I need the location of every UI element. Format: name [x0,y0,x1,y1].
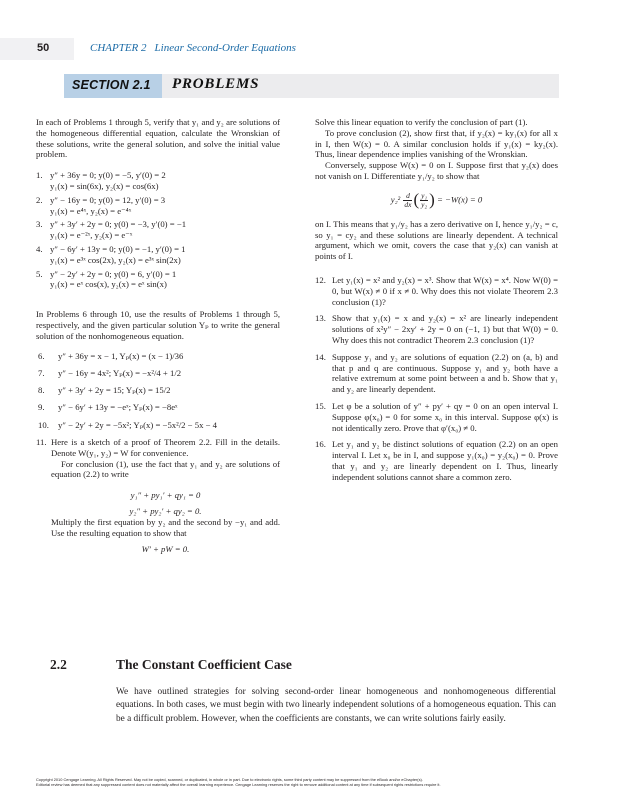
intro-problems-1-5: In each of Problems 1 through 5, verify that y₁ and y₂ are solutions of the homogeneous differential equation, calculate the Wronskian of these solutions, write the general solution, and solve the initial value problem. [36,117,280,160]
derivative-operator: $\frac{d}{dx}$ [404,190,412,209]
problem-9: 9. y″ − 6y′ + 13y = −eˣ; Yₚ(x) = −8eˣ [38,402,178,413]
problem-equation: y″ − 6y′ + 13y = 0; y(0) = −1, y′(0) = 1 [50,243,186,254]
problem-list-1-5 [36,170,280,290]
problem-11: 11. Here is a sketch of a proof of Theorem 2.2. Fill in the details. Denote W(y₁, y₂) = W for convenience. For conclusion (1), use the fact that y₁ and y₂ are solutions of equation (2.2) to write y₁″ + py₁′ + qy₁ = 0 y₂″ + py₂′ + qy₂ = 0. Multiply the first equation by y₂ and the second by −y₁ and add. Use the resulting equation to show that W′ + pW = 0. [36,437,280,555]
problem-11-equation-1: y₁″ + py₁′ + qy₁ = 0 [130,490,201,501]
problem-10: 10. y″ − 2y′ + 2y = −5x²; Yₚ(x) = −5x²/2 − 5x − 4 [38,419,218,430]
section-number: 2.2 [50,657,67,672]
section-badge [64,74,162,98]
problem-equation: y″ − 16y = 0; y(0) = 12, y′(0) = 3 [50,194,166,205]
wronskian-equation: y₂² $\frac{d}{dx}$ ( $\frac{\text{y₁}}{\text{y₂}}$ ) = −W(x) = 0 [390,189,483,209]
problem-11-text-3: Multiply the first equation by y₂ and the second by −y₁ and add. Use the resulting equation to show that [51,516,280,538]
footer-line-2: Editorial review has deemed that any suppressed content does not materially affect the overall learning experience. Cengage Learning reserves the right to remove additional content at any time if subsequent rights restrictions require it. [36,782,441,788]
ratio: $\frac{\text{y₁}}{\text{y₂}}$ [421,190,428,209]
eq-right: = −W(x) = 0 [436,194,483,205]
problem-equation: y″ + 3y′ + 2y = 0; y(0) = −3, y′(0) = −1 [50,219,187,230]
problem-14: 14. Suppose y₁ and y₂ are solutions of equation (2.2) on (a, b) and that p and q are continuous. Suppose y₁ and y₂ both have a relative extremum at some point between a and b. Show that y₁ and y₂ are linearly dependent. [315,351,558,395]
problem-solutions: y₁(x) = e³ˣ cos(2x), y₂(x) = e³ˣ sin(2x) [50,254,181,265]
chapter-title: Linear Second-Order Equations [154,42,296,54]
problem-2: 2. y″ − 16y = 0; y(0) = 12, y′(0) = 3 y₁(x) = e⁴ˣ, y₂(x) = e⁻⁴ˣ [36,195,280,217]
section-body: We have outlined strategies for solving second-order linear homogeneous and nonhomogeneous differential equations. In both cases, we must begin with two linearly independent solutions of a homogeneous equation. This can be a difficult problem. However, when the coefficients are constants, we can write solutions fairly easily. [116,687,556,724]
problem-list-6-10 [36,351,280,431]
problem-equation: y″ − 2y′ + 2y = 0; y(0) = 6, y′(0) = 1 [50,268,177,279]
problem-16: 16. Let y₁ and y₂ be distinct solutions of equation (2.2) on an open interval I. Let x₀ be in I, and suppose y₁(x₀) = y₂(x₀) = 0. Prove that y₁ and y₂ are linearly dependent on I. Thus, linearly independent solutions cannot share a common zero. [315,439,558,482]
proof-paragraph-2: To prove conclusion (2), show first that, if y₂(x) = ky₁(x) for all x in I, then W(x) = 0. A similar conclusion holds if y₁(x) = ky₂(x). Thus, linear dependence implies vanishing of the Wronskian. [315,127,558,160]
problem-15: 15. Let φ be a solution of y″ + py′ + qy = 0 on an open interval I. Suppose φ(x₀) = 0 for some x₀ in this interval. Suppose φ(x) is not identically zero. Prove that φ′(x₀) ≠ 0. [315,400,558,433]
problem-4: 4. y″ − 6y′ + 13y = 0; y(0) = −1, y′(0) = 1 y₁(x) = e³ˣ cos(2x), y₂(x) = e³ˣ sin(2x) [36,244,280,266]
problem-list-12-16 [315,275,558,483]
problem-7: 7. y″ − 16y = 4x²; Yₚ(x) = −x²/4 + 1/2 [38,367,182,378]
problem-1: 1. y″ + 36y = 0; y(0) = −5, y′(0) = 2 y₁(x) = sin(6x), y₂(x) = cos(6x) [36,170,280,192]
problem-8: 8. y″ + 3y′ + 2y = 15; Yₚ(x) = 15/2 [38,385,171,396]
eq-left: y₂² [390,194,401,205]
footer-line-1: Copyright 2010 Cengage Learning. All Rights Reserved. May not be copied, scanned, or duplicated, in whole or in part. Due to electronic rights, some third party content may be suppressed from the eBook and/or eChapter(s). [36,777,423,782]
problem-13: 13. Show that y₁(x) = x and y₂(x) = x² are linearly independent solutions of x²y″ − 2xy′ + 2y = 0 on (−1, 1) but that W(0) = 0. Why does this not contradict Theorem 2.3 conclusion (1)? [315,313,558,345]
problem-5: 5. y″ − 2y′ + 2y = 0; y(0) = 6, y′(0) = 1 y₁(x) = eˣ cos(x), y₂(x) = eˣ sin(x) [36,269,280,291]
problem-solutions: y₁(x) = e⁴ˣ, y₂(x) = e⁻⁴ˣ [50,205,132,216]
problem-11-equation-2: y₂″ + py₂′ + qy₂ = 0. [129,506,202,517]
running-header [90,42,296,54]
proof-paragraph-4: on I. This means that y₁/y₂ has a zero derivative on I, hence y₁/y₂ = c, so y₁ = cy₂ and these solutions are linearly dependent. A technical argument, which we omit, covers the case that y₂(x) can vanish at points of I. [315,218,558,262]
section-heading: The Constant Coefficient Case [116,657,292,672]
problem-11-equation-3: W′ + pW = 0. [141,544,190,555]
section-title: PROBLEMS [172,76,260,92]
proof-paragraph-1: Solve this linear equation to verify the conclusion of part (1). [315,117,528,127]
right-column [315,117,558,489]
copyright-footer [36,777,596,787]
problem-12: 12. Let y₁(x) = x² and y₂(x) = x³. Show that W(x) = x⁴. Now W(0) = 0, but W(x) ≠ 0 if x ≠ 0. Why does this not violate Theorem 2.3 conclusion (1)? [315,274,558,307]
proof-paragraph-3: Conversely, suppose W(x) = 0 on I. Suppose first that y₂(x) does not vanish on I. Differentiate y₁/y₂ to show that [315,160,558,181]
problem-solutions: y₁(x) = eˣ cos(x), y₂(x) = eˣ sin(x) [50,279,167,290]
intro-problems-6-10: In Problems 6 through 10, use the results of Problems 1 through 5, respectively, and the given particular solution Yₚ to write the general solution of the nonhomogeneous equation. [36,309,280,341]
problem-3: 3. y″ + 3y′ + 2y = 0; y(0) = −3, y′(0) = −1 y₁(x) = e⁻²ˣ, y₂(x) = e⁻ˣ [36,219,280,241]
page-number-box [0,38,74,60]
section-badge-label: SECTION 2.1 [72,78,151,92]
chapter-label: CHAPTER 2 [90,42,147,54]
problem-11-text-1: Here is a sketch of a proof of Theorem 2.2. Fill in the details. Denote W(y₁, y₂) = W for convenience. [51,437,280,458]
problem-solutions: y₁(x) = e⁻²ˣ, y₂(x) = e⁻ˣ [50,230,133,241]
problem-equation: y″ + 36y = 0; y(0) = −5, y′(0) = 2 [50,170,166,181]
problem-6: 6. y″ + 36y = x − 1, Yₚ(x) = (x − 1)/36 [38,350,184,361]
problem-solutions: y₁(x) = sin(6x), y₂(x) = cos(6x) [50,180,159,191]
problem-11-text-2: For conclusion (1), use the fact that y₁ and y₂ are solutions of equation (2.2) to write [51,458,280,480]
left-column [36,117,280,558]
page-number: 50 [37,42,50,54]
